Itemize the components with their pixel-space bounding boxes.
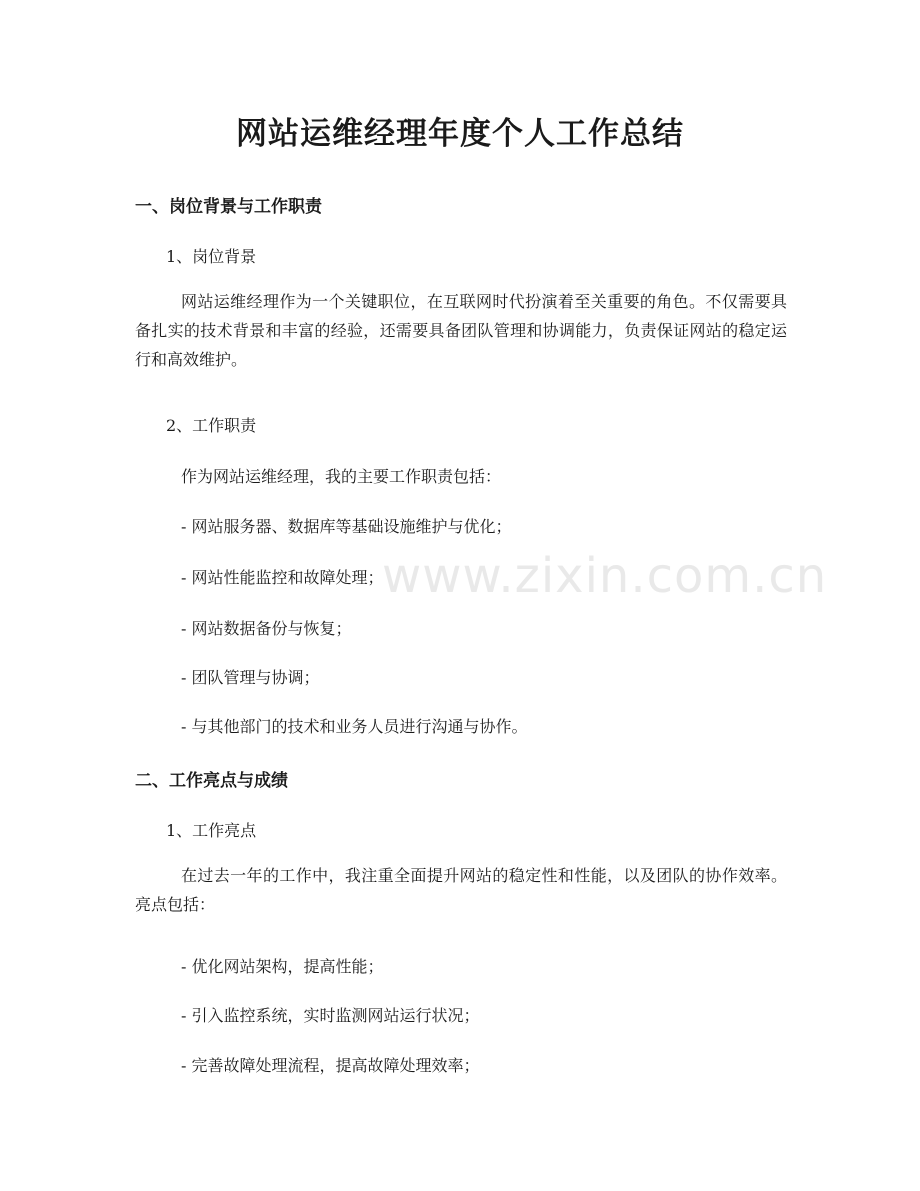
- list-item: - 网站数据备份与恢复；: [181, 619, 352, 638]
- subsection-heading-1-1: 1、岗位背景: [166, 247, 257, 266]
- subsection-heading-2-1: 1、工作亮点: [166, 821, 257, 840]
- subsection-heading-1-2: 2、工作职责: [166, 416, 257, 435]
- section-heading-1: 一、岗位背景与工作职责: [135, 197, 322, 217]
- list-item: - 优化网站架构，提高性能；: [181, 957, 384, 976]
- section-heading-2: 二、工作亮点与成绩: [135, 771, 288, 791]
- paragraph-position-background: 网站运维经理作为一个关键职位，在互联网时代扮演着至关重要的角色。不仅需要具备扎实的技术背景和丰富的经验，还需要具备团队管理和协调能力，负责保证网站的稳定运行和高效维护。: [135, 292, 787, 369]
- list-item: - 网站性能监控和故障处理；: [181, 568, 384, 587]
- page-title: 网站运维经理年度个人工作总结: [236, 116, 684, 152]
- list-item: - 完善故障处理流程，提高故障处理效率；: [181, 1056, 480, 1075]
- list-item: - 引入监控系统，实时监测网站运行状况；: [181, 1006, 480, 1025]
- duties-intro: 作为网站运维经理，我的主要工作职责包括：: [181, 467, 502, 486]
- list-item: - 网站服务器、数据库等基础设施维护与优化；: [181, 517, 512, 536]
- list-item: - 与其他部门的技术和业务人员进行沟通与协作。: [181, 717, 528, 736]
- paragraph-highlights: 在过去一年的工作中，我注重全面提升网站的稳定性和性能，以及团队的协作效率。亮点包括：: [135, 866, 787, 914]
- watermark-text: www.zixin.com.cn: [382, 548, 828, 604]
- list-item: - 团队管理与协调；: [181, 668, 320, 687]
